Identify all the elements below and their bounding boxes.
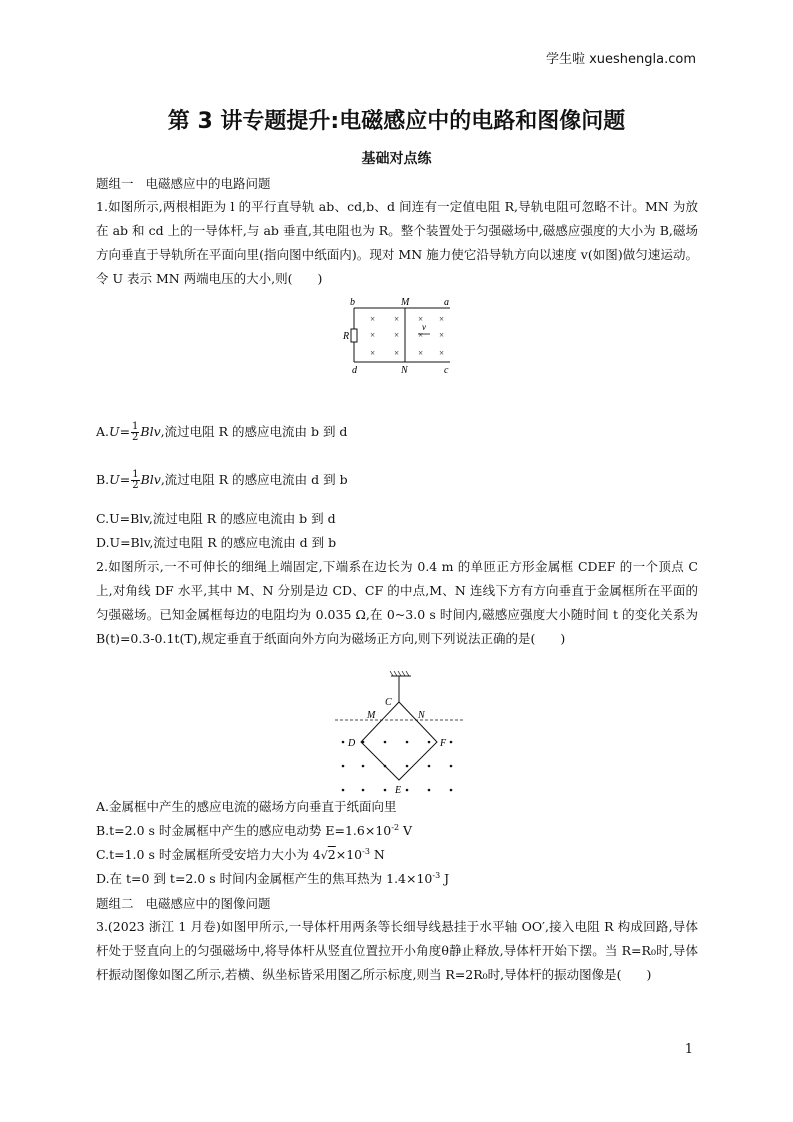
- svg-text:F: F: [440, 738, 447, 749]
- field-dot-mark: [406, 741, 409, 744]
- question-1-stem: 1.如图所示,两根相距为 l 的平行直导轨 ab、cd,b、d 间连有一定值电阻 R,导轨电阻可忽略不计。MN 为放在 ab 和 cd 上的一导体杆,与 ab 垂直,其电阻也为 R。整个装置处于匀强磁场中,磁感应强度的大小为 B,磁场方向垂直于导轨所在平面向里(指向图中纸面内)。现对 MN 施力使它沿导轨方向以速度 v(如图)做匀速运动。令 U 表示 MN 两端电压的大小,则( ): [96, 199, 698, 286]
- field-dot-mark: [428, 741, 431, 744]
- field-dot-mark: [406, 789, 409, 792]
- field-dot-mark: [362, 765, 365, 768]
- field-cross-mark: ×: [439, 330, 445, 340]
- question-2-stem: 2.如图所示,一不可伸长的细绳上端固定,下端系在边长为 0.4 m 的单匝正方形金属框 CDEF 的一个顶点 C 上,对角线 DF 水平,其中 M、N 分别是边 CD、CF 的中点,M、N 连线下方有方向垂直于金属框所在平面的匀强磁场。已知金属框每边的电阻均为 0.035 Ω,在 0~3.0 s 时间内,磁感应强度大小随时间 t 的变化关系为 B(t)=0.3-0.1t(T),规定垂直于纸面向外方向为磁场正方向,则下列说法正确的是( ): [96, 559, 698, 646]
- svg-text:v: v: [422, 322, 426, 332]
- svg-text:a: a: [444, 297, 449, 308]
- group-heading-2: [96, 894, 270, 912]
- field-dot-mark: [362, 741, 365, 744]
- figure-rails-circuit: [342, 294, 456, 376]
- field-dot-mark: [450, 765, 453, 768]
- field-cross-mark: ×: [394, 330, 400, 340]
- field-dot-mark: [450, 741, 453, 744]
- field-dot-mark: [406, 765, 409, 768]
- option-2B[interactable]: B.t=2.0 s 时金属框中产生的感应电动势 $E=1.6\times 10^{-2}$ V: [96, 822, 413, 838]
- field-cross-mark: ×: [418, 348, 424, 358]
- option-2C[interactable]: C.t=1.0 s 时金属框所受安培力大小为 $4√2\times 10^{-3}$ N: [96, 846, 385, 862]
- site-header: 学生啦 xueshengla.com: [545, 52, 696, 67]
- section-subtitle: 基础对点练: [361, 151, 432, 167]
- figure-square-frame: [333, 670, 465, 798]
- field-dot-mark: [384, 765, 387, 768]
- group-label: 题组一: [96, 176, 134, 191]
- option-1A[interactable]: A.U= $\frac{1}{2}$ Blv,流过电阻 R 的感应电流由 b 到 d: [96, 421, 348, 443]
- group-heading-1: [96, 174, 270, 192]
- magnetic-field-dots: [342, 741, 453, 792]
- field-cross-mark: ×: [394, 348, 400, 358]
- question-3-stem: 3.(2023 浙江 1 月卷)如图甲所示,一导体杆用两条等长细导线悬挂于水平轴 OO′,接入电阻 R 构成回路,导体杆处于竖直向上的匀强磁场中,将导体杆从竖直位置拉开小角度θ静止释放,导体杆开始下摆。当 R=R₀时,导体杆振动图像如图乙所示,若横、纵坐标皆采用图乙所示标度,则当 R=2R₀时,导体杆的振动图像是( ): [96, 919, 698, 982]
- fraction-half: $\frac{1}{2}$: [132, 469, 139, 491]
- option-1B[interactable]: B.U= $\frac{1}{2}$ Blv,流过电阻 R 的感应电流由 d 到 b: [96, 469, 348, 491]
- magnetic-field-crosses: [370, 314, 444, 358]
- field-dot-mark: [428, 765, 431, 768]
- field-dot-mark: [384, 741, 387, 744]
- group-title: 电磁感应中的图像问题: [145, 896, 271, 911]
- field-cross-mark: ×: [439, 348, 445, 358]
- svg-text:M: M: [401, 297, 410, 308]
- group-title: 电磁感应中的电路问题: [145, 176, 271, 191]
- field-dot-mark: [342, 741, 345, 744]
- field-cross-mark: ×: [370, 314, 376, 324]
- svg-text:N: N: [401, 365, 408, 376]
- field-cross-mark: ×: [418, 330, 424, 340]
- svg-text:b: b: [350, 297, 355, 308]
- svg-text:M: M: [367, 710, 376, 721]
- field-dot-mark: [428, 789, 431, 792]
- option-2A[interactable]: A.金属框中产生的感应电流的磁场方向垂直于纸面向里: [96, 799, 397, 814]
- option-1D[interactable]: D.U=Blv,流过电阻 R 的感应电流由 d 到 b: [96, 535, 337, 550]
- svg-text:N: N: [418, 710, 425, 721]
- field-dot-mark: [384, 789, 387, 792]
- field-cross-mark: ×: [418, 314, 424, 324]
- option-2D[interactable]: D.在 t=0 到 t=2.0 s 时间内金属框产生的焦耳热为 $1.4\times 10^{-3}$ J: [96, 870, 450, 886]
- field-dot-mark: [362, 789, 365, 792]
- group-label: 题组二: [96, 896, 134, 911]
- field-dot-mark: [342, 765, 345, 768]
- fraction-half: $\frac{1}{2}$: [132, 421, 139, 443]
- field-cross-mark: ×: [394, 314, 400, 324]
- svg-text:d: d: [352, 365, 357, 376]
- field-dot-mark: [342, 789, 345, 792]
- svg-text:E: E: [395, 785, 402, 796]
- field-dot-mark: [450, 789, 453, 792]
- svg-text:R: R: [343, 331, 350, 342]
- resistor-R: [351, 329, 357, 342]
- svg-text:D: D: [348, 738, 356, 749]
- page-number: 1: [684, 1042, 693, 1057]
- field-cross-mark: ×: [370, 348, 376, 358]
- svg-text:c: c: [444, 365, 449, 376]
- page-title: 第 3 讲专题提升:电磁感应中的电路和图像问题: [167, 109, 626, 134]
- field-cross-mark: ×: [370, 330, 376, 340]
- field-cross-mark: ×: [439, 314, 445, 324]
- svg-text:C: C: [385, 697, 392, 708]
- option-1C[interactable]: C.U=Blv,流过电阻 R 的感应电流由 b 到 d: [96, 511, 336, 526]
